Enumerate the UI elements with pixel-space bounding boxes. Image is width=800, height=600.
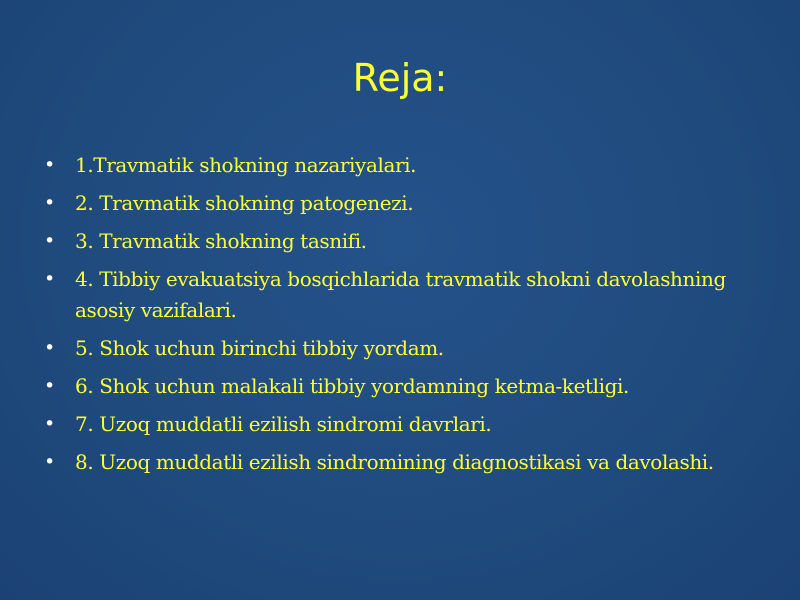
list-item-text: 7. Uzoq muddatli ezilish sindromi davrlari. — [75, 412, 492, 436]
agenda-list — [44, 150, 764, 485]
list-item — [44, 409, 764, 440]
slide-title: Reja: — [352, 56, 448, 100]
list-item — [44, 226, 764, 257]
list-item-text: 4. Tibbiy evakuatsiya bosqichlarida travmatik shokni davolashning asosiy vazifalari. — [75, 267, 726, 322]
list-item-text: 1.Travmatik shokning nazariyalari. — [75, 153, 417, 177]
list-item — [44, 333, 764, 364]
bullet-icon: • — [44, 337, 55, 359]
bullet-icon: • — [44, 154, 55, 176]
bullet-icon: • — [44, 413, 55, 435]
bullet-icon: • — [44, 375, 55, 397]
bullet-icon: • — [44, 192, 55, 214]
list-item — [44, 264, 764, 326]
list-item — [44, 447, 764, 478]
list-item — [44, 188, 764, 219]
bullet-icon: • — [44, 230, 55, 252]
list-item — [44, 150, 764, 181]
bullet-icon: • — [44, 451, 55, 473]
list-item-text: 6. Shok uchun malakali tibbiy yordamning ketma-ketligi. — [75, 374, 630, 398]
list-item-text: 8. Uzoq muddatli ezilish sindromining diagnostikasi va davolashi. — [75, 450, 714, 474]
list-item — [44, 371, 764, 402]
list-item-text: 5. Shok uchun birinchi tibbiy yordam. — [75, 336, 444, 360]
list-item-text: 2. Travmatik shokning patogenezi. — [75, 191, 414, 215]
bullet-icon: • — [44, 268, 55, 290]
list-item-text: 3. Travmatik shokning tasnifi. — [75, 229, 367, 253]
